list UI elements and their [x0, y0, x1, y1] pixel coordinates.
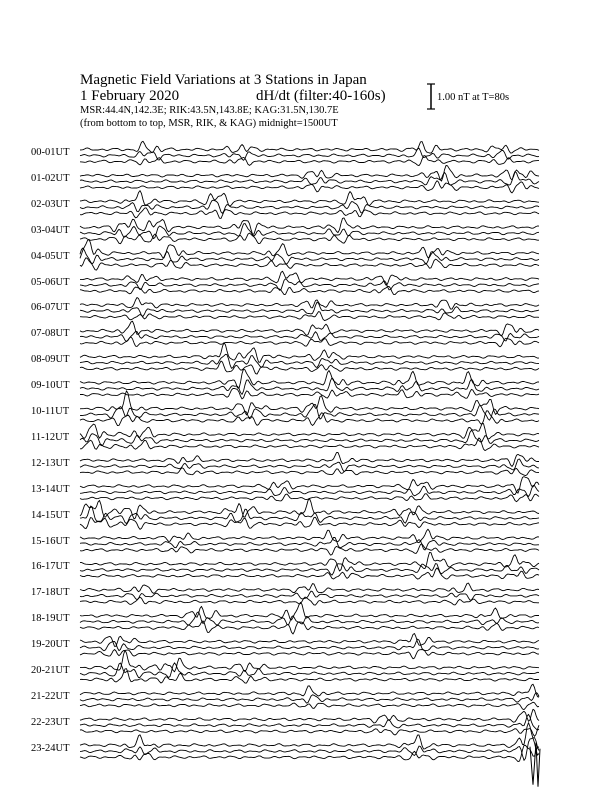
trace-rik-17-18ut	[80, 591, 539, 600]
hour-label: 02-03UT	[31, 198, 70, 210]
trace-kag-02-03ut	[80, 191, 539, 207]
trace-kag-22-23ut	[80, 709, 539, 723]
hour-label: 19-20UT	[31, 639, 70, 651]
trace-kag-16-17ut	[80, 552, 539, 571]
trace-kag-18-19ut	[80, 602, 539, 620]
trace-kag-19-20ut	[80, 634, 539, 647]
trace-msr-00-01ut	[80, 156, 539, 166]
trace-kag-14-15ut	[80, 499, 539, 519]
trace-kag-23-24ut	[80, 723, 539, 756]
trace-kag-20-21ut	[80, 650, 539, 672]
trace-msr-15-16ut	[80, 544, 539, 555]
trace-rik-07-08ut	[80, 332, 539, 342]
hour-label: 10-11UT	[31, 406, 70, 417]
chart-date: 1 February 2020	[80, 88, 180, 104]
trace-kag-21-22ut	[80, 684, 539, 697]
trace-msr-13-14ut	[80, 494, 539, 502]
trace-msr-07-08ut	[80, 337, 539, 347]
hour-label: 03-04UT	[31, 224, 70, 236]
trace-msr-12-13ut	[80, 468, 539, 476]
hour-label: 05-06UT	[31, 276, 70, 288]
hour-label: 08-09UT	[31, 354, 70, 366]
trace-group	[80, 141, 540, 786]
hour-label: 13-14UT	[31, 483, 70, 495]
station-coordinates: MSR:44.4N,142.3E; RIK:43.5N,143.8E; KAG:31.5N,130.7E	[80, 105, 339, 116]
trace-rik-22-23ut	[80, 714, 539, 730]
hour-label: 04-05UT	[31, 250, 70, 262]
trace-kag-07-08ut	[80, 321, 539, 336]
hour-label: 17-18UT	[31, 587, 70, 599]
hour-label: 15-16UT	[31, 535, 70, 547]
hour-label: 21-22UT	[31, 690, 70, 702]
hour-label: 11-12UT	[31, 431, 70, 443]
trace-kag-09-10ut	[80, 369, 539, 388]
trace-kag-12-13ut	[80, 453, 539, 467]
trace-msr-18-19ut	[80, 621, 539, 634]
trace-msr-20-21ut	[80, 669, 539, 683]
scale-bar	[427, 84, 435, 109]
trace-msr-11-12ut	[80, 438, 539, 451]
hour-label: 20-21UT	[31, 665, 70, 676]
trace-rik-08-09ut	[80, 354, 539, 368]
trace-kag-15-16ut	[80, 529, 539, 543]
hour-label: 00-01UT	[31, 147, 70, 158]
trace-msr-10-11ut	[80, 411, 539, 426]
trace-kag-00-01ut	[80, 141, 539, 153]
trace-rik-04-05ut	[80, 248, 539, 264]
trace-kag-13-14ut	[80, 477, 539, 494]
hour-label: 14-15UT	[31, 509, 70, 521]
trace-msr-21-22ut	[80, 702, 539, 709]
trace-msr-14-15ut	[80, 517, 539, 529]
hour-label: 22-23UT	[31, 716, 70, 728]
trace-rik-10-11ut	[80, 405, 539, 421]
trace-msr-06-07ut	[80, 312, 539, 321]
trace-kag-06-07ut	[80, 298, 539, 310]
trace-kag-01-02ut	[80, 166, 539, 182]
trace-rik-14-15ut	[80, 506, 539, 523]
chart-title: Magnetic Field Variations at 3 Stations in Japan	[80, 72, 367, 88]
trace-rik-13-14ut	[80, 486, 539, 497]
trace-msr-19-20ut	[80, 650, 539, 659]
trace-msr-02-03ut	[80, 208, 539, 219]
trace-rik-18-19ut	[80, 612, 539, 625]
hour-label: 07-08UT	[31, 328, 70, 340]
trace-msr-17-18ut	[80, 597, 539, 605]
chart-quantity: dH/dt (filter:40-160s)	[256, 88, 386, 104]
trace-msr-09-10ut	[80, 388, 539, 399]
hour-label: 01-02UT	[31, 172, 70, 184]
scale-bar-label: 1.00 nT at T=80s	[437, 92, 510, 103]
hour-label: 16-17UT	[31, 561, 70, 573]
hour-label: 12-13UT	[31, 457, 70, 469]
trace-msr-05-06ut	[80, 286, 539, 294]
trace-kag-03-04ut	[80, 218, 539, 234]
trace-kag-17-18ut	[80, 583, 539, 593]
trace-order-note: (from bottom to top, MSR, RIK, & KAG) midnight=1500UT	[80, 118, 338, 129]
trace-msr-22-23ut	[80, 725, 539, 736]
trace-rik-03-04ut	[80, 224, 539, 239]
trace-rik-11-12ut	[80, 430, 539, 446]
trace-rik-23-24ut	[80, 738, 539, 761]
trace-rik-20-21ut	[80, 663, 539, 678]
hour-label: 09-10UT	[31, 380, 70, 392]
trace-msr-23-24ut	[80, 745, 539, 761]
hour-label: 06-07UT	[31, 302, 70, 314]
trace-kag-08-09ut	[80, 343, 539, 363]
hour-label: 23-24UT	[31, 742, 70, 754]
trace-kag-11-12ut	[80, 424, 539, 440]
hour-label: 18-19UT	[31, 613, 70, 625]
trace-rik-01-02ut	[80, 172, 539, 186]
trace-kag-05-06ut	[80, 271, 539, 285]
